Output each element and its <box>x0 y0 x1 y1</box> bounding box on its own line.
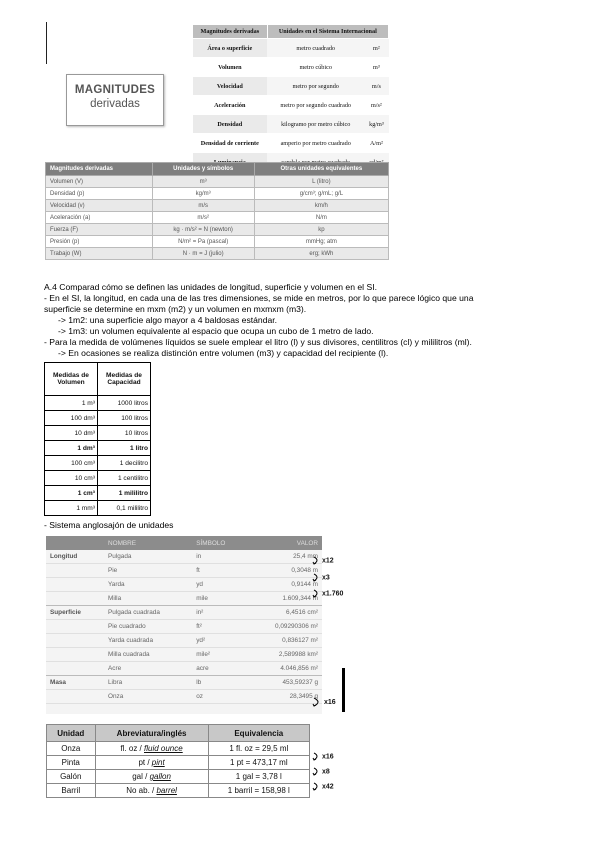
t4-value-cell: 1.609,344 m <box>247 592 322 606</box>
t3-volume-cell: 100 cm³ <box>45 456 98 471</box>
t4-name-cell: Pie <box>104 564 192 578</box>
t2-header-1: Unidades y símbolos <box>152 163 254 176</box>
t5-header-equiv: Equivalencia <box>208 725 309 742</box>
t5-abbr-cell <box>95 742 208 756</box>
t3-capacity-cell: 100 litros <box>98 411 151 426</box>
t2-equivalent-cell: mmHg; atm <box>254 236 388 248</box>
t1-magnitude-cell: Aceleración <box>193 96 268 115</box>
si-derived-units-table <box>192 24 389 172</box>
text-line-4: -> 1m2: una superficie algo mayor a 4 baldosas estándar. <box>58 315 278 325</box>
text-line-1: A.4 Comparad cómo se definen las unidades de longitud, superficie y volumen en el SI. <box>44 282 377 292</box>
multiplier-x42: x42 <box>312 782 334 791</box>
table-row <box>193 58 389 77</box>
table-row <box>46 248 389 260</box>
t4-value-cell: 453,59237 g <box>247 676 322 690</box>
t5-abbr-cell <box>95 784 208 798</box>
t2-magnitude-cell: Volumen (V) <box>46 176 153 188</box>
table-row <box>45 471 151 486</box>
table-row <box>193 96 389 115</box>
t4-category-cell <box>46 578 104 592</box>
t4-symbol-cell: acre <box>192 662 247 676</box>
t2-header-2: Otras unidades equivalentes <box>254 163 388 176</box>
t1-magnitude-cell: Volumen <box>193 58 268 77</box>
table-row <box>46 690 322 704</box>
t4-header-name: NOMBRE <box>104 536 192 550</box>
table-row <box>47 784 310 798</box>
t3-volume-cell: 1 dm³ <box>45 441 98 456</box>
t3-volume-cell: 1 cm³ <box>45 486 98 501</box>
multiplier-x16-mass: x16 <box>312 697 336 707</box>
liquid-units-table <box>46 724 310 798</box>
text-line-2: - En el SI, la longitud, en cada una de las tres dimensiones, se mide en metros, por lo que parece lógico que una <box>44 293 474 303</box>
anglo-heading: - Sistema anglosajón de unidades <box>44 520 174 530</box>
vertical-bar <box>342 668 345 712</box>
t4-name-cell: Libra <box>104 676 192 690</box>
table-row <box>45 411 151 426</box>
t3-volume-cell: 1 mm³ <box>45 501 98 516</box>
t4-symbol-cell: in² <box>192 606 247 620</box>
t3-capacity-cell: 1 centilitro <box>98 471 151 486</box>
t2-symbol-cell: m/s² <box>152 212 254 224</box>
t1-symbol-cell: m³ <box>364 58 388 77</box>
anglo-units-table-panel <box>46 536 322 714</box>
table-row <box>46 592 322 606</box>
text-line-7: -> En ocasiones se realiza distinción entre volumen (m3) y capacidad del recipiente (l). <box>58 348 389 358</box>
t5-abbr-short: pt / <box>138 758 152 767</box>
t4-category-cell <box>46 648 104 662</box>
t1-header-units: Unidades en el Sistema Internacional <box>267 25 388 39</box>
table-row <box>193 77 389 96</box>
table-row <box>45 426 151 441</box>
curved-arrow-icon <box>312 556 322 565</box>
table-row <box>46 634 322 648</box>
table-row <box>46 224 389 236</box>
table-row <box>46 212 389 224</box>
t1-header-magnitude: Magnitudes derivadas <box>193 25 268 39</box>
t4-category-cell <box>46 662 104 676</box>
table-row <box>45 501 151 516</box>
anglo-units-table <box>46 536 322 704</box>
t4-category-cell <box>46 620 104 634</box>
curved-arrow-icon <box>312 573 322 582</box>
t4-symbol-cell: ft <box>192 564 247 578</box>
text-line-5: -> 1m3: un volumen equivalente al espacio que ocupa un cubo de 1 metro de lado. <box>58 326 374 336</box>
t5-abbr-cell <box>95 770 208 784</box>
t2-magnitude-cell: Densidad (p) <box>46 188 153 200</box>
magnitudes-title-box <box>66 74 164 126</box>
t4-name-cell: Acre <box>104 662 192 676</box>
t2-symbol-cell: N · m = J (julio) <box>152 248 254 260</box>
t4-category-cell: Masa <box>46 676 104 690</box>
curved-arrow-icon <box>312 589 322 598</box>
title-line-1: MAGNITUDES <box>74 84 156 96</box>
t1-magnitude-cell: Densidad de corriente <box>193 134 268 153</box>
t2-symbol-cell: m³ <box>152 176 254 188</box>
t4-value-cell: 6,4516 cm² <box>247 606 322 620</box>
t4-name-cell: Pulgada cuadrada <box>104 606 192 620</box>
t2-magnitude-cell: Aceleración (a) <box>46 212 153 224</box>
t4-symbol-cell: yd <box>192 578 247 592</box>
t5-unit-cell: Barril <box>47 784 96 798</box>
t1-symbol-cell: kg/m³ <box>364 115 388 134</box>
t1-unit-cell: amperio por metro cuadrado <box>267 134 364 153</box>
t3-volume-cell: 100 dm³ <box>45 411 98 426</box>
t3-header-capacity: Medidas de Capacidad <box>98 363 151 396</box>
t3-capacity-cell: 1000 litros <box>98 396 151 411</box>
t1-magnitude-cell: Densidad <box>193 115 268 134</box>
t4-symbol-cell: mile <box>192 592 247 606</box>
table-row <box>193 115 389 134</box>
t4-symbol-cell: lb <box>192 676 247 690</box>
t5-abbr-cell <box>95 756 208 770</box>
t2-symbol-cell: m/s <box>152 200 254 212</box>
table-row <box>45 441 151 456</box>
t5-equiv-cell: 1 gal = 3,78 l <box>208 770 309 784</box>
t5-abbr-english: barrel <box>156 786 177 795</box>
t5-equiv-cell: 1 barril = 158,98 l <box>208 784 309 798</box>
t5-equiv-cell: 1 pt = 473,17 ml <box>208 756 309 770</box>
t5-header-unit: Unidad <box>47 725 96 742</box>
t1-magnitude-cell: Área o superficie <box>193 39 268 58</box>
t1-unit-cell: metro cuadrado <box>267 39 364 58</box>
t3-capacity-cell: 10 litros <box>98 426 151 441</box>
volume-capacity-table <box>44 362 151 516</box>
t5-abbr-english: gallon <box>149 772 171 781</box>
t5-abbr-english: fluid ounce <box>144 744 183 753</box>
t3-header-volume: Medidas de Volumen <box>45 363 98 396</box>
table-row <box>46 550 322 564</box>
table-row <box>47 742 310 756</box>
t4-category-cell <box>46 690 104 704</box>
t5-abbr-short: fl. oz / <box>120 744 144 753</box>
table-row <box>193 39 389 58</box>
t1-symbol-cell: m/s <box>364 77 388 96</box>
t4-symbol-cell: mile² <box>192 648 247 662</box>
t5-unit-cell: Onza <box>47 742 96 756</box>
t3-volume-cell: 1 m³ <box>45 396 98 411</box>
t1-symbol-cell: m² <box>364 39 388 58</box>
t4-category-cell: Longitud <box>46 550 104 564</box>
table-row <box>46 620 322 634</box>
t3-capacity-cell: 1 mililitro <box>98 486 151 501</box>
t4-value-cell: 25,4 mm <box>247 550 322 564</box>
t4-name-cell: Milla <box>104 592 192 606</box>
t4-symbol-cell: ft² <box>192 620 247 634</box>
table-row <box>47 756 310 770</box>
t3-volume-cell: 10 cm³ <box>45 471 98 486</box>
t4-name-cell: Milla cuadrada <box>104 648 192 662</box>
table-row <box>45 456 151 471</box>
t2-magnitude-cell: Velocidad (v) <box>46 200 153 212</box>
t4-value-cell: 0,09290306 m² <box>247 620 322 634</box>
t5-abbr-english: pint <box>151 758 165 767</box>
t1-unit-cell: kilogramo por metro cúbico <box>267 115 364 134</box>
multiplier-x3: x3 <box>312 573 330 582</box>
table-row <box>46 662 322 676</box>
table-row <box>46 564 322 578</box>
t2-header-0: Magnitudes derivadas <box>46 163 153 176</box>
t4-category-cell: Superficie <box>46 606 104 620</box>
t1-symbol-cell: m/s² <box>364 96 388 115</box>
t4-name-cell: Pulgada <box>104 550 192 564</box>
t2-symbol-cell: N/m² = Pa (pascal) <box>152 236 254 248</box>
t1-symbol-cell: A/m² <box>364 134 388 153</box>
curved-arrow-icon <box>312 697 324 707</box>
t1-unit-cell: metro por segundo cuadrado <box>267 96 364 115</box>
table-row <box>47 770 310 784</box>
t3-capacity-cell: 0,1 mililitro <box>98 501 151 516</box>
t2-symbol-cell: kg · m/s² = N (newton) <box>152 224 254 236</box>
multiplier-x12: x12 <box>312 556 334 565</box>
t4-symbol-cell: yd² <box>192 634 247 648</box>
table-row <box>193 134 389 153</box>
table-row <box>46 676 322 690</box>
t2-symbol-cell: kg/m³ <box>152 188 254 200</box>
t4-header-value: VALOR <box>247 536 322 550</box>
table-row <box>46 606 322 620</box>
t4-category-cell <box>46 564 104 578</box>
t2-equivalent-cell: g/cm³; g/mL; g/L <box>254 188 388 200</box>
t4-symbol-cell: oz <box>192 690 247 704</box>
t4-name-cell: Yarda <box>104 578 192 592</box>
curved-arrow-icon <box>312 782 322 791</box>
t1-magnitude-cell: Velocidad <box>193 77 268 96</box>
t4-value-cell: 28,3495 g <box>247 690 322 704</box>
left-rule <box>46 22 47 64</box>
t4-symbol-cell: in <box>192 550 247 564</box>
t1-unit-cell: metro cúbico <box>267 58 364 77</box>
t4-header-symbol: SÍMBOLO <box>192 536 247 550</box>
t2-equivalent-cell: L (litro) <box>254 176 388 188</box>
multiplier-x8: x8 <box>312 767 330 776</box>
derived-units-symbols-table <box>45 162 389 260</box>
t2-equivalent-cell: N/m <box>254 212 388 224</box>
title-line-2: derivadas <box>90 98 140 110</box>
t4-value-cell: 2,589988 km² <box>247 648 322 662</box>
multiplier-x1760: x1.760 <box>312 589 343 598</box>
text-line-6: - Para la medida de volúmenes líquidos se suele emplear el litro (l) y sus divisores, centilitros (cl) y mililitros (ml). <box>44 337 472 347</box>
t4-name-cell: Pie cuadrado <box>104 620 192 634</box>
text-line-3: superficie se determine en mxm (m2) y un volumen en mxmxm (m3). <box>44 304 307 314</box>
t2-equivalent-cell: erg; kWh <box>254 248 388 260</box>
table-row <box>45 486 151 501</box>
t5-header-abbr: Abreviatura/inglés <box>95 725 208 742</box>
curved-arrow-icon <box>312 752 322 761</box>
t4-value-cell: 0,9144 m <box>247 578 322 592</box>
t5-unit-cell: Pinta <box>47 756 96 770</box>
t5-abbr-short: No ab. / <box>126 786 157 795</box>
multiplier-x16-liquid: x16 <box>312 752 334 761</box>
curved-arrow-icon <box>312 767 322 776</box>
t5-equiv-cell: 1 fl. oz = 29,5 ml <box>208 742 309 756</box>
table-row <box>46 200 389 212</box>
t4-name-cell: Yarda cuadrada <box>104 634 192 648</box>
t2-equivalent-cell: kp <box>254 224 388 236</box>
t3-volume-cell: 10 dm³ <box>45 426 98 441</box>
t2-magnitude-cell: Presión (p) <box>46 236 153 248</box>
table-row <box>46 236 389 248</box>
t4-value-cell: 0,3048 m <box>247 564 322 578</box>
t4-value-cell: 4.046,856 m² <box>247 662 322 676</box>
table-row <box>46 578 322 592</box>
t4-category-cell <box>46 634 104 648</box>
t1-unit-cell: metro por segundo <box>267 77 364 96</box>
table-row <box>46 648 322 662</box>
table-row <box>46 188 389 200</box>
t4-value-cell: 0,836127 m² <box>247 634 322 648</box>
table-row <box>45 396 151 411</box>
table-row <box>46 176 389 188</box>
t4-name-cell: Onza <box>104 690 192 704</box>
t3-capacity-cell: 1 litro <box>98 441 151 456</box>
t2-magnitude-cell: Trabajo (W) <box>46 248 153 260</box>
t2-magnitude-cell: Fuerza (F) <box>46 224 153 236</box>
t3-capacity-cell: 1 decilitro <box>98 456 151 471</box>
t2-equivalent-cell: km/h <box>254 200 388 212</box>
t5-abbr-short: gal / <box>132 772 150 781</box>
t4-category-cell <box>46 592 104 606</box>
t5-unit-cell: Galón <box>47 770 96 784</box>
